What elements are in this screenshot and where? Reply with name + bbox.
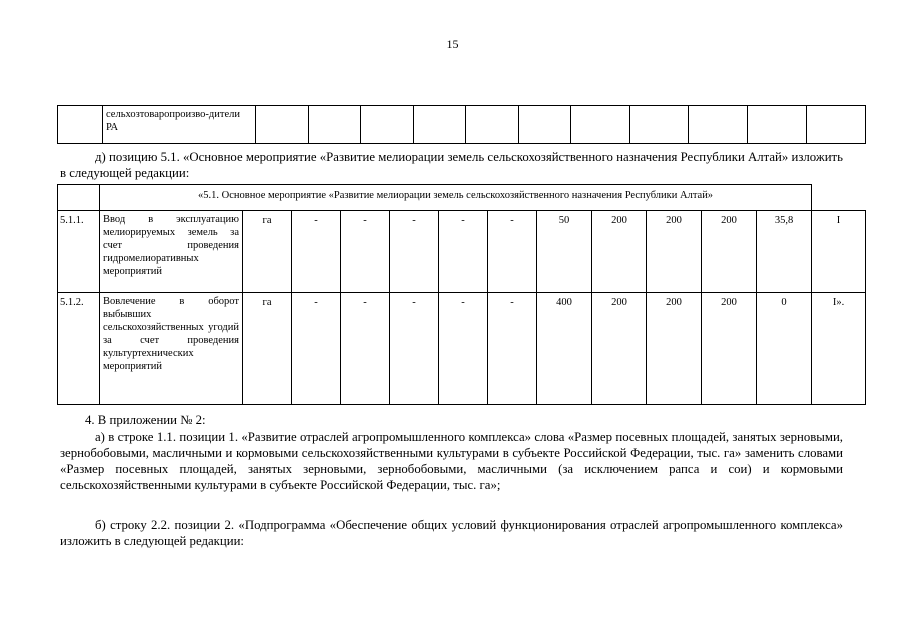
row-value: 50 xyxy=(537,211,592,293)
row-name: Вовлечение в оборот выбывших сельскохозяйственных угодий за счет проведения культуртехнических мероприятий xyxy=(100,293,243,405)
row-value: - xyxy=(439,293,488,405)
paragraph-b: б) строку 2.2. позиции 2. «Подпрограмма «Обеспечение общих условий функционирования отраслей агропромышленного комплекса» изложить в следующей редакции: xyxy=(60,518,843,548)
table-cell xyxy=(413,106,466,144)
row-code: 5.1.2. xyxy=(58,293,100,405)
table-cell xyxy=(58,185,100,211)
table-row xyxy=(58,211,866,293)
row-value: 200 xyxy=(702,293,757,405)
table-cell xyxy=(630,106,689,144)
top-table-fragment xyxy=(57,105,866,144)
row-unit: га xyxy=(243,293,292,405)
paragraph-d: д) позицию 5.1. «Основное мероприятие «Развитие мелиорации земель сельскохозяйственного назначения Республики Алтай» изложить в следующей редакции: xyxy=(60,150,843,180)
paragraph-a: а) в строке 1.1. позиции 1. «Развитие отраслей агропромышленного комплекса» слова «Размер посевных площадей, занятых зерновыми, зернобобовыми, масличными и кормовыми сельскохозяйственными культурами в субъекте Российской Федерации, тыс. га» заменить словами «Размер посевных площадей, занятых зерновыми, зернобобовыми, масличными (за исключением рапса и сои) и кормовыми сельскохозяйственными культурами в субъекте Российской Федерации, тыс. га»; xyxy=(60,430,843,492)
row-value: - xyxy=(341,211,390,293)
row-value: - xyxy=(488,293,537,405)
table-cell xyxy=(806,106,865,144)
row-value: - xyxy=(488,211,537,293)
row-code: 5.1.1. xyxy=(58,211,100,293)
row-value: 0 xyxy=(757,293,812,405)
row-value: 200 xyxy=(702,211,757,293)
row-value: I». xyxy=(812,293,866,405)
row-value: 35,8 xyxy=(757,211,812,293)
row-value: - xyxy=(390,211,439,293)
row-value: - xyxy=(341,293,390,405)
table-cell xyxy=(748,106,807,144)
table-cell xyxy=(361,106,414,144)
measure-table xyxy=(57,184,866,405)
paragraph-4: 4. В приложении № 2: xyxy=(85,413,206,427)
table-row xyxy=(58,293,866,405)
row-value: - xyxy=(292,211,341,293)
table-cell xyxy=(308,106,361,144)
row-value: - xyxy=(390,293,439,405)
row-value: - xyxy=(292,293,341,405)
table-cell xyxy=(256,106,309,144)
row-value: 200 xyxy=(592,211,647,293)
row-value: 200 xyxy=(647,211,702,293)
table-section-header: «5.1. Основное мероприятие «Развитие мелиорации земель сельскохозяйственного назначения Республики Алтай» xyxy=(100,185,812,211)
table-cell xyxy=(571,106,630,144)
table-cell-name: сельхозтоваропроизво-дители РА xyxy=(103,106,256,144)
page-number: 15 xyxy=(446,37,459,51)
row-value: I xyxy=(812,211,866,293)
table-cell xyxy=(689,106,748,144)
row-unit: га xyxy=(243,211,292,293)
row-value: 200 xyxy=(592,293,647,405)
row-value: 400 xyxy=(537,293,592,405)
table-cell xyxy=(58,106,103,144)
row-value: 200 xyxy=(647,293,702,405)
row-value: - xyxy=(439,211,488,293)
table-cell xyxy=(466,106,519,144)
row-name: Ввод в эксплуатацию мелиорируемых земель за счет проведения гидромелиоративных мероприятий xyxy=(100,211,243,293)
table-cell xyxy=(518,106,571,144)
